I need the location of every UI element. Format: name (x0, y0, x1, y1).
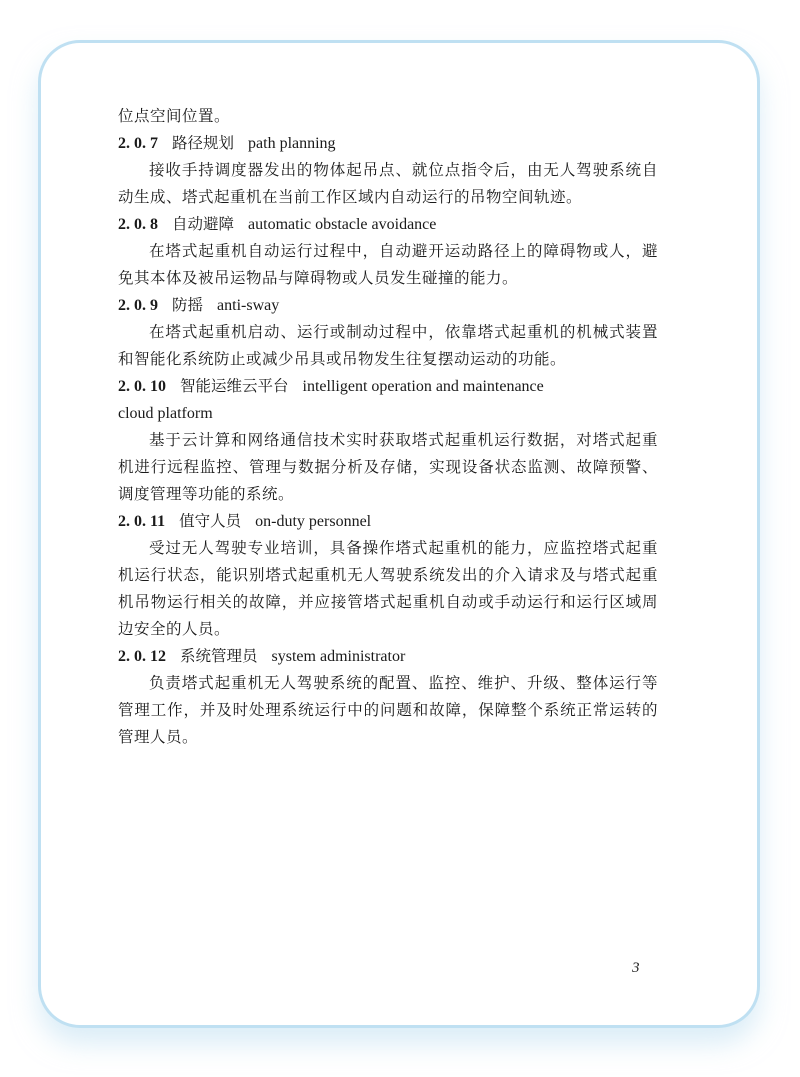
term-heading (118, 211, 658, 238)
term-heading (118, 508, 658, 535)
term-number: 2. 0. 9 (118, 297, 158, 314)
term-number: 2. 0. 7 (118, 135, 158, 152)
term-chinese: 防摇 (172, 296, 204, 314)
term-english: intelligent operation and maintenance (302, 378, 544, 395)
term-heading (118, 373, 658, 427)
term-number: 2. 0. 10 (118, 378, 166, 395)
term-definition: 受过无人驾驶专业培训，具备操作塔式起重机的能力，应监控塔式起重机运行状态，能识别塔式起重机无人驾驶系统发出的介入请求及与塔式起重机吊物运行相关的故障，并应接管塔式起重机自动或手动运行和运行区域周边安全的人员。 (118, 539, 658, 638)
term-number: 2. 0. 12 (118, 648, 166, 665)
term-number: 2. 0. 8 (118, 216, 158, 233)
term-english: on-duty personnel (255, 513, 372, 530)
term-chinese: 值守人员 (179, 512, 242, 530)
term-english: system administrator (271, 648, 406, 665)
page-number: 3 (632, 960, 640, 976)
term-english: anti-sway (217, 297, 280, 314)
term-number: 2. 0. 11 (118, 513, 166, 530)
term-definition: 基于云计算和网络通信技术实时获取塔式起重机运行数据，对塔式起重机进行远程监控、管理与数据分析及存储，实现设备状态监测、故障预警、调度管理等功能的系统。 (118, 431, 658, 503)
term-english-continued: cloud platform (118, 405, 213, 422)
term-heading (118, 130, 658, 157)
term-heading (118, 643, 658, 670)
term-chinese: 路径规划 (172, 134, 235, 152)
term-definition: 在塔式起重机自动运行过程中，自动避开运动路径上的障碍物或人，避免其本体及被吊运物品与障碍物或人员发生碰撞的能力。 (118, 242, 658, 287)
term-chinese: 自动避障 (172, 215, 235, 233)
intro-text: 位点空间位置。 (118, 107, 231, 125)
term-definition: 在塔式起重机启动、运行或制动过程中，依靠塔式起重机的机械式装置和智能化系统防止或减少吊具或吊物发生往复摆动运动的功能。 (118, 323, 658, 368)
term-heading (118, 292, 658, 319)
term-chinese: 系统管理员 (180, 647, 258, 665)
term-english: path planning (248, 135, 336, 152)
document-body (118, 103, 658, 751)
term-chinese: 智能运维云平台 (180, 377, 289, 395)
term-english: automatic obstacle avoidance (248, 216, 437, 233)
term-definition: 接收手持调度器发出的物体起吊点、就位点指令后，由无人驾驶系统自动生成、塔式起重机在当前工作区域内自动运行的吊物空间轨迹。 (118, 161, 658, 206)
term-definition: 负责塔式起重机无人驾驶系统的配置、监控、维护、升级、整体运行等管理工作，并及时处理系统运行中的问题和故障，保障整个系统正常运转的管理人员。 (118, 674, 658, 746)
